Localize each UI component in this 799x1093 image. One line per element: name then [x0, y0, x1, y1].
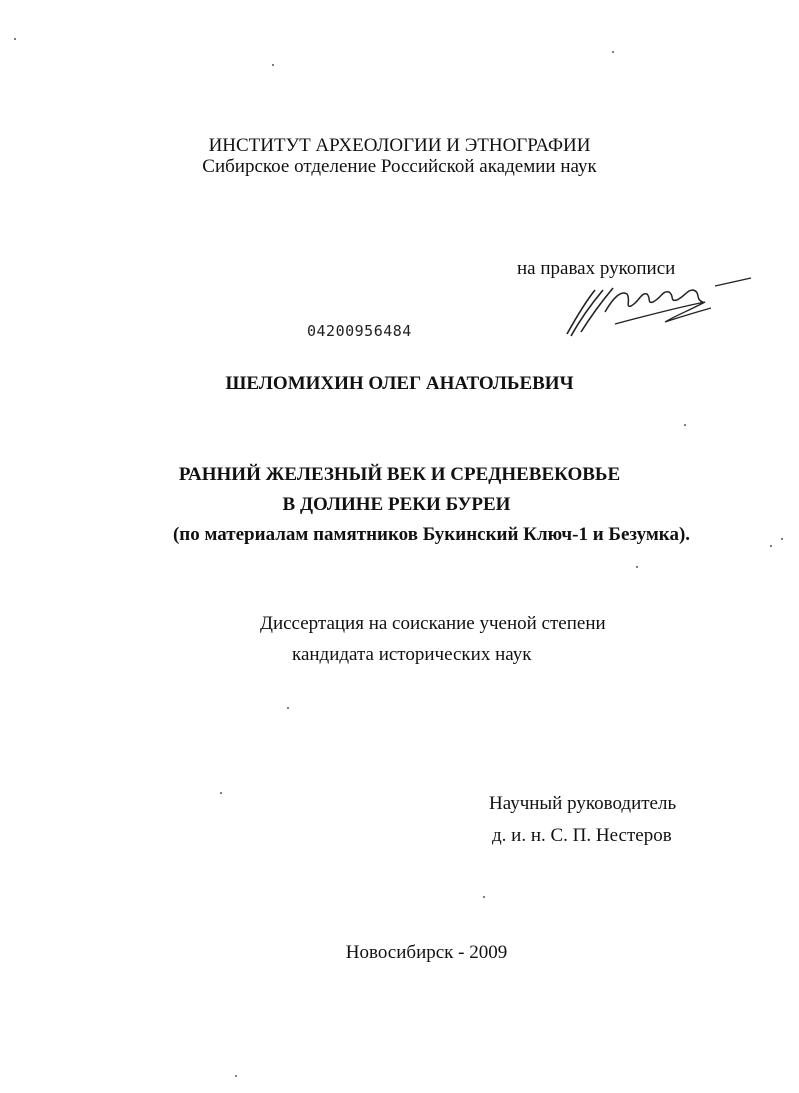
scan-speck — [272, 64, 274, 66]
archive-number: 04200956484 — [307, 322, 412, 340]
title-line-1: РАННИЙ ЖЕЛЕЗНЫЙ ВЕК И СРЕДНЕВЕКОВЬЕ — [178, 464, 621, 485]
scan-speck — [287, 707, 289, 709]
title-line-2: В ДОЛИНЕ РЕКИ БУРЕИ — [282, 494, 511, 515]
supervisor-label: Научный руководитель — [489, 793, 677, 814]
dissertation-line-2: кандидата исторических наук — [292, 644, 532, 665]
manuscript-note: на правах рукописи — [517, 258, 676, 279]
scan-speck — [636, 566, 638, 568]
author-name: ШЕЛОМИХИН ОЛЕГ АНАТОЛЬЕВИЧ — [225, 373, 574, 394]
supervisor-name: д. и. н. С. П. Нестеров — [492, 825, 672, 846]
scan-speck — [220, 792, 222, 794]
scan-speck — [483, 896, 485, 898]
branch-name: Сибирское отделение Российской академии наук — [202, 156, 597, 177]
scan-speck — [684, 424, 686, 426]
institute-name: ИНСТИТУТ АРХЕОЛОГИИ И ЭТНОГРАФИИ — [208, 135, 591, 156]
title-subtitle: (по материалам памятников Букинский Ключ-1 и Безумка). — [172, 524, 691, 545]
signature-image — [555, 272, 755, 344]
scan-speck — [612, 51, 614, 53]
dissertation-line-1: Диссертация на соискание ученой степени — [260, 613, 606, 634]
scan-speck — [235, 1075, 237, 1077]
scan-speck — [14, 38, 16, 40]
place-year: Новосибирск - 2009 — [345, 942, 508, 963]
